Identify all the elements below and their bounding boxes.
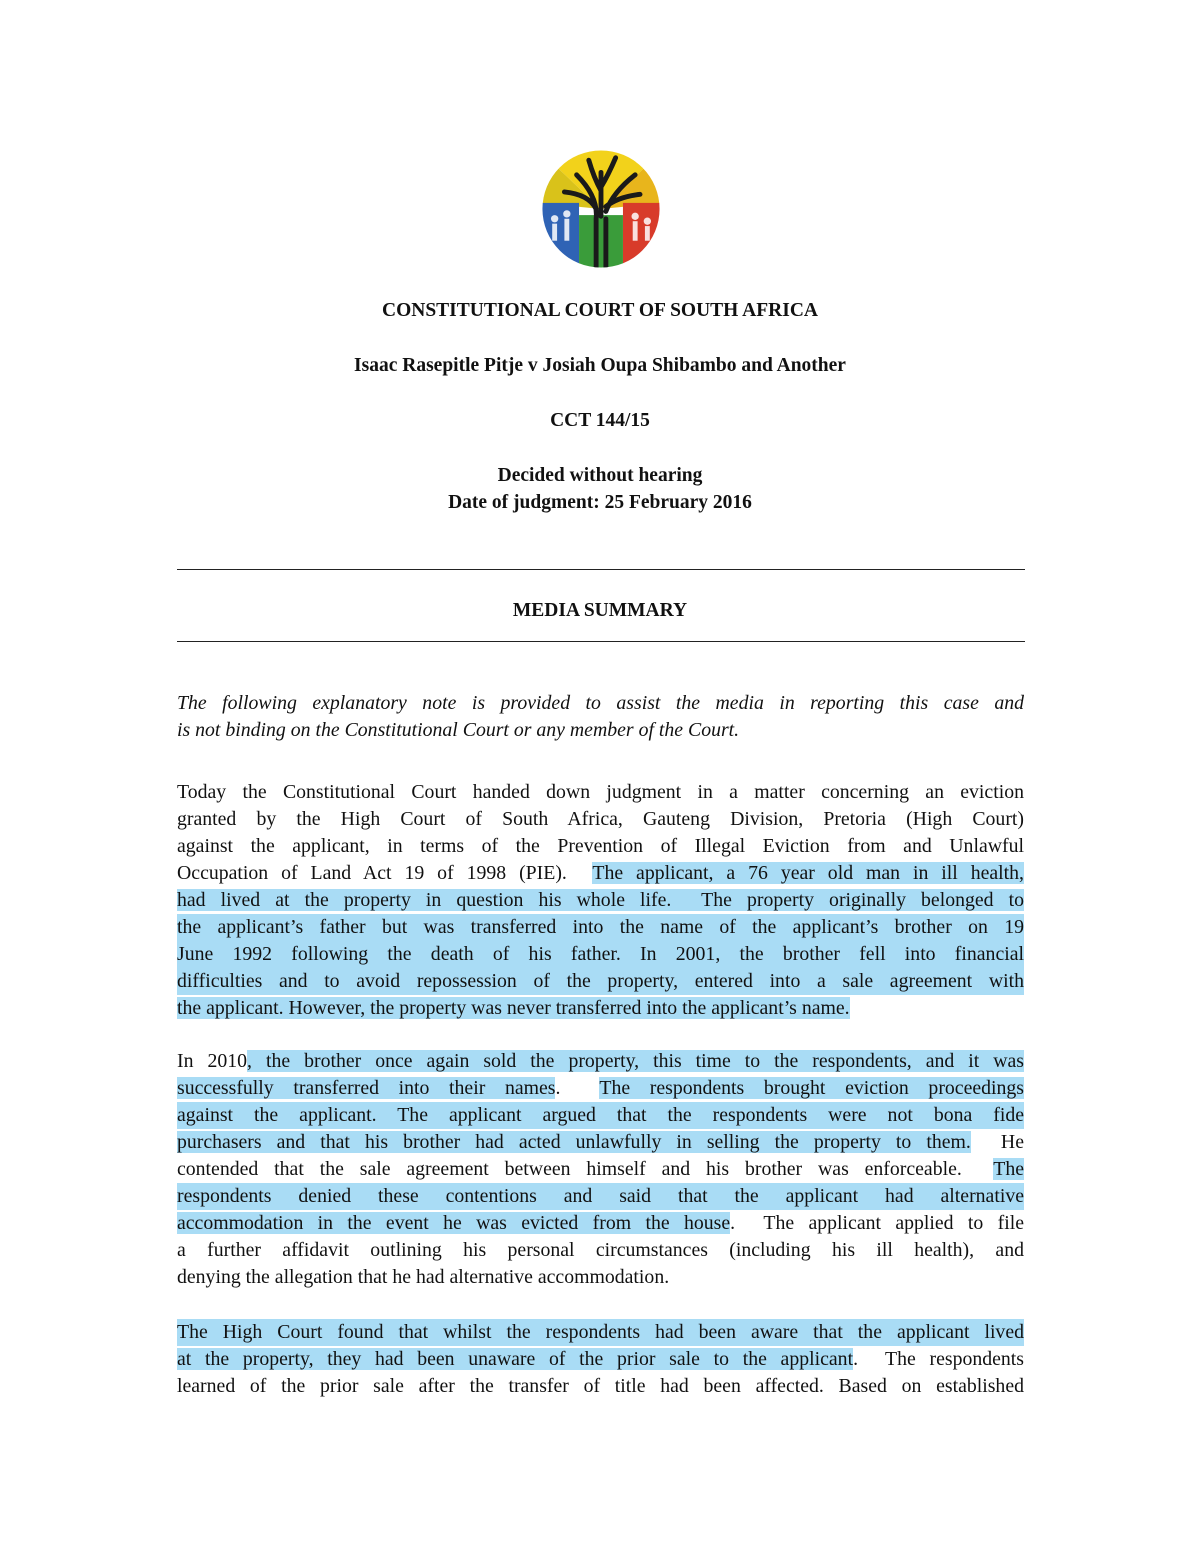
explanatory-note	[177, 690, 1024, 744]
text-line: a further affidavit outlining his personal circumstances (including his ill health), and	[177, 1239, 1024, 1261]
highlighted-line: the applicant’s father but was transferred into the name of the applicant’s brother on 19	[177, 914, 1024, 941]
highlighted-text: purchasers and that his brother had acted unlawfully in selling the property to them.	[177, 1131, 971, 1153]
highlighted-text: had lived at the property in question his whole life.	[177, 889, 702, 911]
text-line: against the applicant, in terms of the Prevention of Illegal Eviction from and Unlawful	[177, 835, 1024, 857]
paragraph-1	[177, 779, 1024, 1022]
highlighted-line: respondents denied these contentions and said that the applicant had alternative	[177, 1183, 1024, 1210]
text-line	[177, 1129, 1024, 1156]
text-line	[177, 1075, 1024, 1102]
text-line	[177, 1346, 1024, 1373]
case-number: CCT 144/15	[550, 410, 650, 431]
highlighted-text: at the property, they had been unaware of the prior sale to the applicant	[177, 1348, 854, 1370]
text-span: contended that the sale agreement between himself and his brother was enforceable.	[177, 1158, 994, 1180]
text-line: granted by the High Court of South Africa, Gauteng Division, Pretoria (High Court)	[177, 808, 1024, 830]
text-line	[177, 887, 1024, 914]
divider-top	[177, 569, 1025, 570]
text-line	[177, 860, 1024, 887]
divider-bottom	[177, 641, 1025, 642]
highlighted-text: the applicant. However, the property was never transferred into the applicant’s name.	[177, 997, 850, 1019]
note-line: The following explanatory note is provided to assist the media in reporting this case and	[177, 692, 1024, 714]
text-span: Occupation of Land Act 19 of 1998 (PIE).	[177, 862, 593, 884]
judgment-date: Date of judgment: 25 February 2016	[448, 492, 752, 513]
highlighted-text: accommodation in the event he was evicted from the house	[177, 1212, 731, 1234]
highlighted-text: The respondents brought eviction proceedings	[599, 1077, 1024, 1099]
text-span: . The applicant applied to file	[730, 1212, 1024, 1234]
paragraph-2	[177, 1048, 1024, 1291]
text-span: .	[555, 1077, 600, 1099]
highlighted-line: The High Court found that whilst the respondents had been aware that the applicant lived	[177, 1319, 1024, 1346]
highlighted-text: , the brother once again sold the property, this time to the respondents, and it was	[247, 1050, 1024, 1072]
text-line	[177, 1048, 1024, 1075]
text-span: . The respondents	[853, 1348, 1024, 1370]
highlighted-text: successfully transferred into their names	[177, 1077, 556, 1099]
highlighted-text: The	[993, 1158, 1024, 1180]
highlighted-text: The property originally belonged to	[701, 889, 1024, 911]
text-line	[177, 1156, 1024, 1183]
text-span: He	[970, 1131, 1024, 1153]
text-line	[177, 1210, 1024, 1237]
case-title: Isaac Rasepitle Pitje v Josiah Oupa Shibambo and Another	[354, 355, 846, 376]
hearing-status: Decided without hearing	[497, 465, 703, 486]
text-line	[177, 995, 1024, 1022]
highlighted-text: The applicant, a 76 year old man in ill health,	[592, 862, 1024, 884]
note-line: is not binding on the Constitutional Court or any member of the Court.	[177, 719, 740, 741]
paragraph-3	[177, 1319, 1024, 1400]
text-span: In 2010	[177, 1050, 248, 1072]
text-line: learned of the prior sale after the transfer of title had been affected. Based on established	[177, 1375, 1024, 1397]
highlighted-line: June 1992 following the death of his father. In 2001, the brother fell into financial	[177, 941, 1024, 968]
section-title: MEDIA SUMMARY	[512, 600, 688, 621]
text-line: denying the allegation that he had alternative accommodation.	[177, 1266, 670, 1288]
text-line: Today the Constitutional Court handed down judgment in a matter concerning an eviction	[177, 781, 1024, 803]
court-name: CONSTITUTIONAL COURT OF SOUTH AFRICA	[382, 300, 818, 321]
highlighted-line: difficulties and to avoid repossession of the property, entered into a sale agreement with	[177, 968, 1024, 995]
highlighted-line: against the applicant. The applicant argued that the respondents were not bona fide	[177, 1102, 1024, 1129]
court-logo-emblem	[540, 148, 662, 270]
